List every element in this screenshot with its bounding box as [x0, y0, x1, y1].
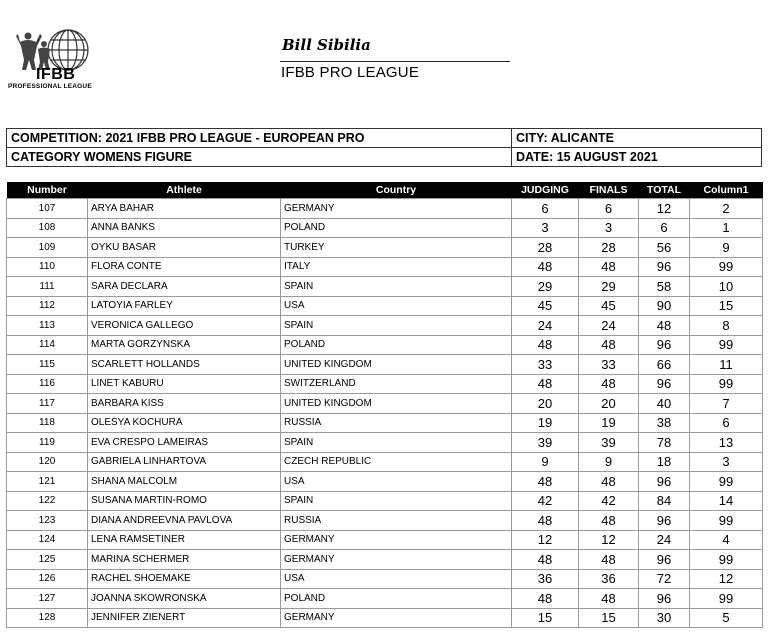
country-cell: POLAND — [281, 589, 512, 609]
number-cell: 125 — [7, 550, 88, 570]
country-cell: SPAIN — [281, 316, 512, 336]
number-cell: 107 — [7, 199, 88, 219]
athlete-cell: GABRIELA LINHARTOVA — [88, 452, 281, 472]
league-name: IFBB PRO LEAGUE — [281, 64, 420, 81]
finals-cell: 48 — [579, 550, 639, 570]
country-cell: USA — [281, 569, 512, 589]
column1-cell: 4 — [690, 530, 763, 550]
logo-text: IFBB — [36, 66, 76, 83]
column1-cell: 99 — [690, 589, 763, 609]
athlete-cell: DIANA ANDREEVNA PAVLOVA — [88, 511, 281, 531]
total-cell: 56 — [639, 238, 690, 258]
athlete-cell: SCARLETT HOLLANDS — [88, 355, 281, 375]
total-cell: 96 — [639, 550, 690, 570]
table-row — [7, 472, 763, 492]
finals-cell: 48 — [579, 374, 639, 394]
column1-cell: 6 — [690, 413, 763, 433]
judging-cell: 42 — [512, 491, 579, 511]
finals-cell: 48 — [579, 335, 639, 355]
total-cell: 96 — [639, 589, 690, 609]
column1-cell: 12 — [690, 569, 763, 589]
total-cell: 72 — [639, 569, 690, 589]
column1-cell: 14 — [690, 491, 763, 511]
table-row — [7, 277, 763, 297]
total-cell: 24 — [639, 530, 690, 550]
finals-cell: 20 — [579, 394, 639, 414]
finals-cell: 36 — [579, 569, 639, 589]
table-row — [7, 589, 763, 609]
athlete-cell: SHANA MALCOLM — [88, 472, 281, 492]
athlete-cell: VERONICA GALLEGO — [88, 316, 281, 336]
total-cell: 58 — [639, 277, 690, 297]
country-cell: RUSSIA — [281, 413, 512, 433]
finals-cell: 33 — [579, 355, 639, 375]
athlete-cell: FLORA CONTE — [88, 257, 281, 277]
athlete-cell: RACHEL SHOEMAKE — [88, 569, 281, 589]
judging-cell: 9 — [512, 452, 579, 472]
finals-cell: 48 — [579, 511, 639, 531]
number-cell: 120 — [7, 452, 88, 472]
country-cell: USA — [281, 296, 512, 316]
column1-cell: 2 — [690, 199, 763, 219]
number-cell: 126 — [7, 569, 88, 589]
competition-cell: COMPETITION: 2021 IFBB PRO LEAGUE - EUROPEAN PRO — [7, 129, 512, 148]
number-cell: 118 — [7, 413, 88, 433]
athlete-cell: LATOYIA FARLEY — [88, 296, 281, 316]
finals-cell: 48 — [579, 472, 639, 492]
judging-cell: 29 — [512, 277, 579, 297]
number-cell: 122 — [7, 491, 88, 511]
column1-cell: 9 — [690, 238, 763, 258]
column1-cell: 99 — [690, 550, 763, 570]
city-cell: CITY: ALICANTE — [512, 129, 762, 148]
athlete-cell: OLESYA KOCHURA — [88, 413, 281, 433]
country-cell: GERMANY — [281, 608, 512, 628]
athlete-cell: ANNA BANKS — [88, 218, 281, 238]
col-athlete-header: Athlete — [88, 182, 281, 199]
total-cell: 96 — [639, 257, 690, 277]
athlete-cell: BARBARA KISS — [88, 394, 281, 414]
table-row — [7, 550, 763, 570]
finals-cell: 39 — [579, 433, 639, 453]
number-cell: 119 — [7, 433, 88, 453]
number-cell: 121 — [7, 472, 88, 492]
athlete-cell: MARINA SCHERMER — [88, 550, 281, 570]
table-row — [7, 511, 763, 531]
judging-cell: 39 — [512, 433, 579, 453]
judging-cell: 12 — [512, 530, 579, 550]
country-cell: GERMANY — [281, 530, 512, 550]
number-cell: 110 — [7, 257, 88, 277]
judging-cell: 33 — [512, 355, 579, 375]
finals-cell: 29 — [579, 277, 639, 297]
table-row — [7, 238, 763, 258]
finals-cell: 12 — [579, 530, 639, 550]
column1-cell: 1 — [690, 218, 763, 238]
finals-cell: 24 — [579, 316, 639, 336]
column1-cell: 3 — [690, 452, 763, 472]
total-cell: 48 — [639, 316, 690, 336]
country-cell: GERMANY — [281, 550, 512, 570]
info-row-category — [7, 148, 762, 167]
judging-cell: 3 — [512, 218, 579, 238]
total-cell: 18 — [639, 452, 690, 472]
table-row — [7, 569, 763, 589]
judging-cell: 36 — [512, 569, 579, 589]
finals-cell: 6 — [579, 199, 639, 219]
column1-cell: 5 — [690, 608, 763, 628]
athlete-cell: SARA DECLARA — [88, 277, 281, 297]
table-row — [7, 355, 763, 375]
finals-cell: 3 — [579, 218, 639, 238]
athlete-cell: MARTA GORZYNSKA — [88, 335, 281, 355]
column1-cell: 99 — [690, 472, 763, 492]
finals-cell: 19 — [579, 413, 639, 433]
athlete-cell: LINET KABURU — [88, 374, 281, 394]
category-cell: CATEGORY WOMENS FIGURE — [7, 148, 512, 167]
total-cell: 40 — [639, 394, 690, 414]
results-body — [7, 199, 763, 628]
number-cell: 127 — [7, 589, 88, 609]
total-cell: 96 — [639, 374, 690, 394]
column1-cell: 13 — [690, 433, 763, 453]
info-row-competition — [7, 129, 762, 148]
finals-cell: 28 — [579, 238, 639, 258]
judging-cell: 48 — [512, 472, 579, 492]
total-cell: 38 — [639, 413, 690, 433]
country-cell: ITALY — [281, 257, 512, 277]
number-cell: 114 — [7, 335, 88, 355]
table-row — [7, 491, 763, 511]
competition-info-table — [6, 128, 762, 167]
table-row — [7, 433, 763, 453]
judging-cell: 45 — [512, 296, 579, 316]
total-cell: 78 — [639, 433, 690, 453]
number-cell: 124 — [7, 530, 88, 550]
judging-cell: 24 — [512, 316, 579, 336]
column1-cell: 7 — [690, 394, 763, 414]
athlete-cell: LENA RAMSETINER — [88, 530, 281, 550]
country-cell: TURKEY — [281, 238, 512, 258]
total-cell: 96 — [639, 335, 690, 355]
country-cell: USA — [281, 472, 512, 492]
table-row — [7, 316, 763, 336]
finals-cell: 48 — [579, 589, 639, 609]
total-cell: 12 — [639, 199, 690, 219]
col-number-header: Number — [7, 182, 88, 199]
judging-cell: 19 — [512, 413, 579, 433]
number-cell: 117 — [7, 394, 88, 414]
athlete-cell: JOANNA SKOWRONSKA — [88, 589, 281, 609]
table-row — [7, 218, 763, 238]
column1-cell: 99 — [690, 335, 763, 355]
number-cell: 113 — [7, 316, 88, 336]
number-cell: 123 — [7, 511, 88, 531]
country-cell: SPAIN — [281, 433, 512, 453]
total-cell: 30 — [639, 608, 690, 628]
finals-cell: 48 — [579, 257, 639, 277]
table-row — [7, 335, 763, 355]
table-row — [7, 394, 763, 414]
column1-cell: 15 — [690, 296, 763, 316]
country-cell: UNITED KINGDOM — [281, 355, 512, 375]
country-cell: UNITED KINGDOM — [281, 394, 512, 414]
judging-cell: 6 — [512, 199, 579, 219]
date-cell: DATE: 15 AUGUST 2021 — [512, 148, 762, 167]
signature: Bill Sibilia — [282, 36, 371, 54]
col-country-header: Country — [281, 182, 512, 199]
results-header-row — [7, 182, 763, 199]
finals-cell: 9 — [579, 452, 639, 472]
total-cell: 66 — [639, 355, 690, 375]
finals-cell: 45 — [579, 296, 639, 316]
number-cell: 111 — [7, 277, 88, 297]
table-row — [7, 296, 763, 316]
judging-cell: 48 — [512, 589, 579, 609]
table-row — [7, 374, 763, 394]
signature-line — [280, 61, 510, 62]
country-cell: POLAND — [281, 218, 512, 238]
country-cell: GERMANY — [281, 199, 512, 219]
table-row — [7, 257, 763, 277]
total-cell: 84 — [639, 491, 690, 511]
number-cell: 116 — [7, 374, 88, 394]
country-cell: RUSSIA — [281, 511, 512, 531]
column1-cell: 99 — [690, 511, 763, 531]
country-cell: POLAND — [281, 335, 512, 355]
number-cell: 109 — [7, 238, 88, 258]
col-total-header: TOTAL — [639, 182, 690, 199]
number-cell: 108 — [7, 218, 88, 238]
results-table — [6, 182, 763, 628]
judging-cell: 28 — [512, 238, 579, 258]
finals-cell: 15 — [579, 608, 639, 628]
number-cell: 128 — [7, 608, 88, 628]
table-row — [7, 608, 763, 628]
athlete-cell: SUSANA MARTIN-ROMO — [88, 491, 281, 511]
number-cell: 112 — [7, 296, 88, 316]
country-cell: SPAIN — [281, 277, 512, 297]
total-cell: 90 — [639, 296, 690, 316]
table-row — [7, 413, 763, 433]
country-cell: SPAIN — [281, 491, 512, 511]
column1-cell: 10 — [690, 277, 763, 297]
judging-cell: 20 — [512, 394, 579, 414]
total-cell: 96 — [639, 511, 690, 531]
judging-cell: 48 — [512, 550, 579, 570]
table-row — [7, 452, 763, 472]
total-cell: 6 — [639, 218, 690, 238]
judging-cell: 48 — [512, 335, 579, 355]
finals-cell: 42 — [579, 491, 639, 511]
column1-cell: 8 — [690, 316, 763, 336]
judging-cell: 48 — [512, 257, 579, 277]
col-judging-header: JUDGING — [512, 182, 579, 199]
country-cell: CZECH REPUBLIC — [281, 452, 512, 472]
table-row — [7, 199, 763, 219]
number-cell: 115 — [7, 355, 88, 375]
judging-cell: 48 — [512, 374, 579, 394]
country-cell: SWITZERLAND — [281, 374, 512, 394]
judging-cell: 15 — [512, 608, 579, 628]
column1-cell: 99 — [690, 257, 763, 277]
column1-cell: 99 — [690, 374, 763, 394]
logo-subtext: PROFESSIONAL LEAGUE — [8, 83, 92, 90]
athlete-cell: OYKU BASAR — [88, 238, 281, 258]
table-row — [7, 530, 763, 550]
athlete-cell: EVA CRESPO LAMEIRAS — [88, 433, 281, 453]
athlete-cell: ARYA BAHAR — [88, 199, 281, 219]
judging-cell: 48 — [512, 511, 579, 531]
col-finals-header: FINALS — [579, 182, 639, 199]
total-cell: 96 — [639, 472, 690, 492]
col-column1-header: Column1 — [690, 182, 763, 199]
athlete-cell: JENNIFER ZIENERT — [88, 608, 281, 628]
column1-cell: 11 — [690, 355, 763, 375]
